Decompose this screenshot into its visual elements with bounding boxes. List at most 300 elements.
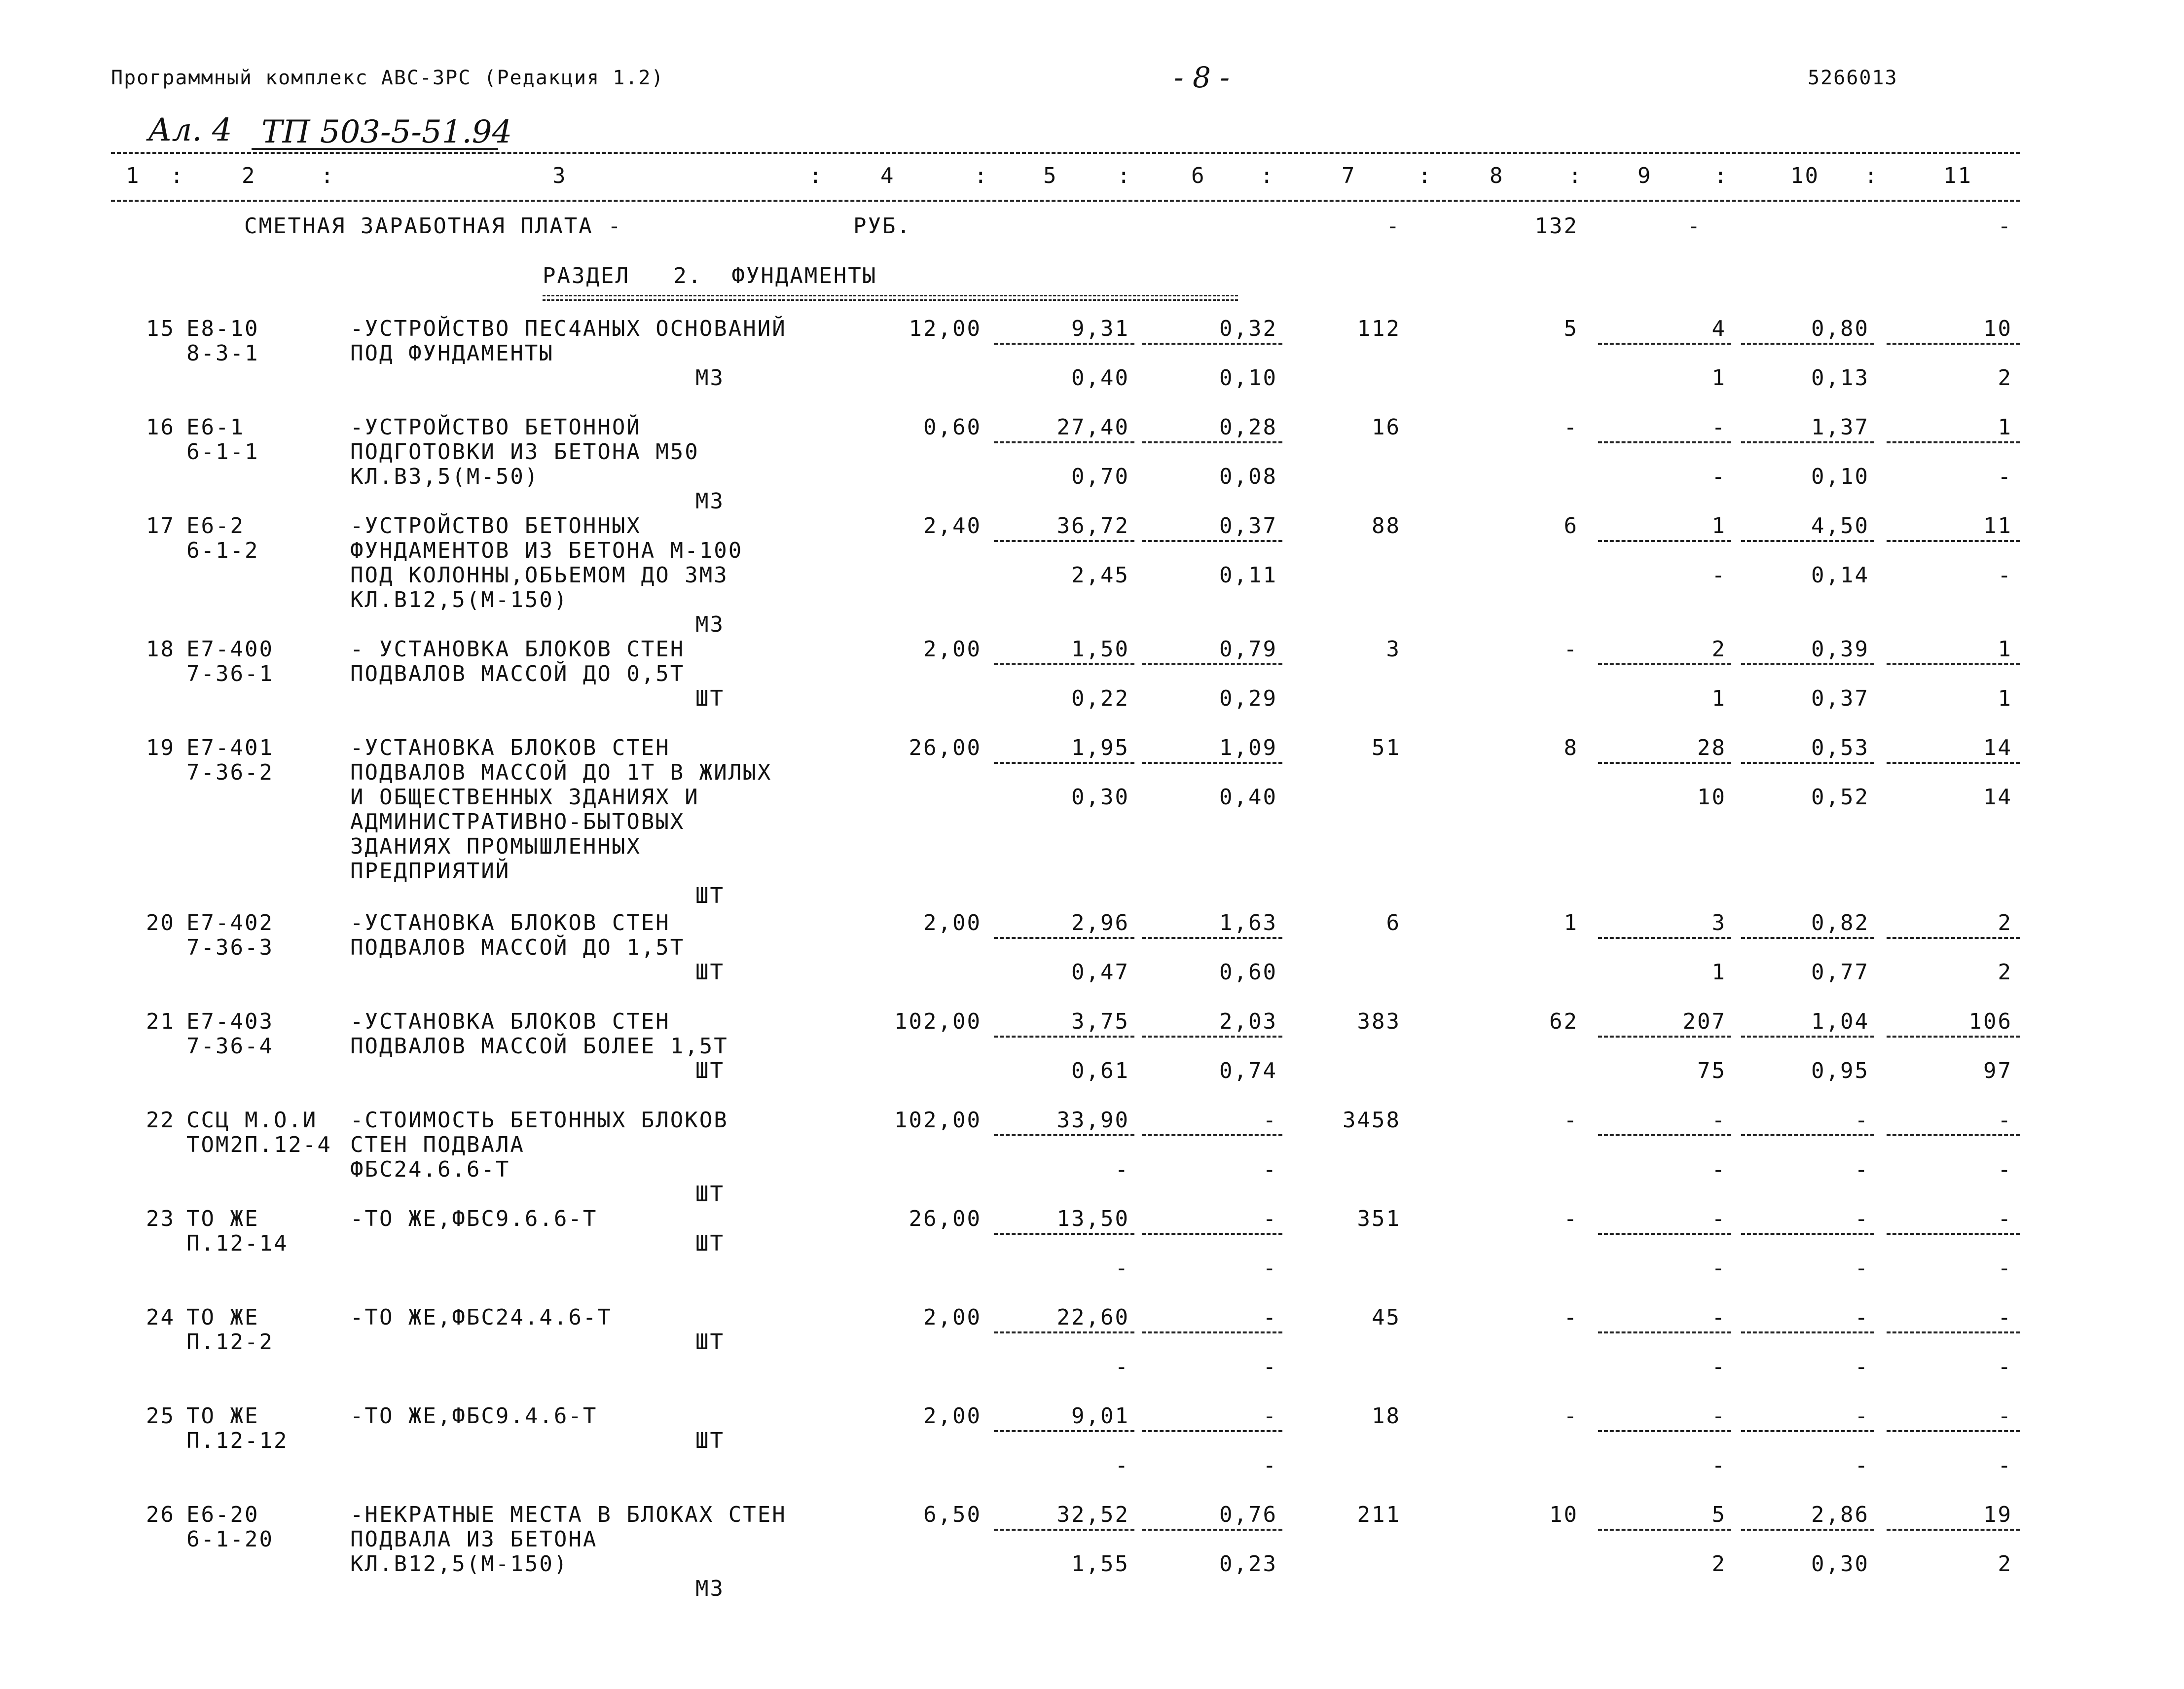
row-divider-dashes — [1598, 1036, 1731, 1038]
row-value-c10a: 0,39 — [1811, 637, 1869, 662]
row-unit: М3 — [695, 1576, 725, 1601]
row-divider-dashes — [994, 937, 1134, 939]
page-number: - 8 - — [1174, 61, 1230, 94]
row-divider-dashes — [1142, 1134, 1282, 1136]
row-value-c7: 16 — [1372, 415, 1401, 440]
row-divider-dashes — [1598, 540, 1731, 542]
row-divider-dashes — [1598, 937, 1731, 939]
row-value-c5b: 0,47 — [1071, 960, 1129, 985]
row-value-qty: 0,60 — [923, 415, 982, 440]
row-value-c6a: 1,63 — [1219, 910, 1277, 935]
column-header-9: 9 — [1638, 163, 1652, 188]
column-separator: : — [1260, 163, 1275, 188]
row-value-c11b: 14 — [1983, 785, 2012, 810]
row-value-c11b: - — [1998, 1354, 2012, 1379]
row-divider-dashes — [1741, 663, 1874, 665]
row-code: ССЦ М.О.И — [186, 1108, 318, 1133]
row-value-c7: 383 — [1357, 1009, 1401, 1034]
row-divider-dashes — [1887, 663, 2020, 665]
row-value-c6b: 0,11 — [1219, 563, 1277, 588]
row-value-c11b: - — [1998, 1256, 2012, 1281]
row-description-line: -УСТАНОВКА БЛОКОВ СТЕН — [350, 910, 670, 935]
row-divider-dashes — [1741, 540, 1874, 542]
column-header-5: 5 — [1043, 163, 1058, 188]
row-value-c11a: - — [1998, 1206, 2012, 1231]
row-value-c9b: 2 — [1711, 1551, 1726, 1577]
row-value-c6a: 0,28 — [1219, 415, 1277, 440]
document-number: 5266013 — [1808, 67, 1898, 89]
row-number: 19 — [146, 735, 175, 760]
row-value-c11a: - — [1998, 1108, 2012, 1133]
row-value-c9a: - — [1711, 1403, 1726, 1429]
row-divider-dashes — [1741, 1233, 1874, 1235]
row-value-c11b: - — [1998, 1157, 2012, 1182]
column-separator: : — [170, 163, 185, 188]
row-value-c9a: - — [1711, 1305, 1726, 1330]
column-separator: : — [321, 163, 335, 188]
row-value-c6b: 0,40 — [1219, 785, 1277, 810]
row-divider-dashes — [1887, 1036, 2020, 1038]
row-value-c10b: 0,77 — [1811, 960, 1869, 985]
row-value-c8: - — [1564, 1108, 1578, 1133]
row-value-c9b: 75 — [1697, 1058, 1726, 1083]
row-value-c11b: 2 — [1998, 1551, 2012, 1577]
row-subcode: 6-1-20 — [186, 1527, 274, 1552]
row-divider-dashes — [1741, 1430, 1874, 1432]
row-divider-dashes — [1598, 663, 1731, 665]
row-value-c5a: 1,95 — [1071, 735, 1129, 760]
row-value-c10b: 0,13 — [1811, 365, 1869, 391]
row-subcode: П.12-2 — [186, 1330, 274, 1355]
row-value-c5a: 3,75 — [1071, 1009, 1129, 1034]
row-value-c7: 3 — [1386, 637, 1401, 662]
row-divider-dashes — [1887, 1134, 2020, 1136]
row-divider-dashes — [1142, 937, 1282, 939]
row-value-c5a: 13,50 — [1056, 1206, 1129, 1231]
row-value-c9b: - — [1711, 1354, 1726, 1379]
row-divider-dashes — [1887, 441, 2020, 443]
row-subcode: П.12-12 — [186, 1428, 289, 1453]
row-code: Е7-401 — [186, 735, 274, 760]
column-header-1: 1 — [126, 163, 141, 188]
row-value-qty: 12,00 — [909, 316, 982, 341]
row-value-c7: 18 — [1372, 1403, 1401, 1429]
row-value-c6a: - — [1263, 1305, 1277, 1330]
row-value-c10b: 0,95 — [1811, 1058, 1869, 1083]
row-divider-dashes — [1142, 663, 1282, 665]
row-value-c9a: 5 — [1711, 1502, 1726, 1527]
row-divider-dashes — [1741, 937, 1874, 939]
column-header-3: 3 — [552, 163, 567, 188]
row-divider-dashes — [1142, 343, 1282, 345]
row-value-qty: 2,00 — [923, 1305, 982, 1330]
row-value-c10b: 0,10 — [1811, 464, 1869, 489]
column-separator: : — [1117, 163, 1132, 188]
row-divider-dashes — [1741, 1529, 1874, 1531]
row-value-c8: 10 — [1549, 1502, 1578, 1527]
row-description-line: ПРЕДПРИЯТИЙ — [350, 859, 510, 884]
row-value-c5a: 27,40 — [1056, 415, 1129, 440]
row-description-line: -НЕКРАТНЫЕ МЕСТА В БЛОКАХ СТЕН — [350, 1502, 787, 1527]
column-separator: : — [1864, 163, 1879, 188]
row-value-c9b: 1 — [1711, 365, 1726, 391]
row-divider-dashes — [1598, 1233, 1731, 1235]
row-number: 21 — [146, 1009, 175, 1034]
row-unit: М3 — [695, 612, 725, 637]
row-unit: М3 — [695, 365, 725, 391]
row-value-c8: - — [1564, 637, 1578, 662]
row-unit: ШТ — [695, 1330, 725, 1355]
row-divider-dashes — [1741, 441, 1874, 443]
row-value-c7: 211 — [1357, 1502, 1401, 1527]
column-header-11: 11 — [1943, 163, 1972, 188]
row-value-c10b: - — [1855, 1453, 1869, 1478]
row-code: Е6-2 — [186, 513, 245, 539]
row-divider-dashes — [1598, 343, 1731, 345]
row-value-qty: 26,00 — [909, 735, 982, 760]
row-value-c6a: 2,03 — [1219, 1009, 1277, 1034]
row-value-c11a: - — [1998, 1305, 2012, 1330]
row-value-c9a: - — [1711, 415, 1726, 440]
row-description-line: ПОДВАЛОВ МАССОЙ ДО 1Т В ЖИЛЫХ — [350, 760, 772, 785]
row-code: Е6-20 — [186, 1502, 259, 1527]
row-value-c10b: 0,52 — [1811, 785, 1869, 810]
row-value-c6b: 0,74 — [1219, 1058, 1277, 1083]
row-value-c9b: 1 — [1711, 686, 1726, 711]
row-description-line: -ТО ЖЕ,ФБС9.4.6-Т — [350, 1403, 598, 1429]
row-unit: М3 — [695, 489, 725, 514]
row-value-c7: 351 — [1357, 1206, 1401, 1231]
row-divider-dashes — [1887, 540, 2020, 542]
row-value-c10b: - — [1855, 1157, 1869, 1182]
row-value-c6b: - — [1263, 1354, 1277, 1379]
row-value-c10b: - — [1855, 1354, 1869, 1379]
row-divider-dashes — [1142, 1331, 1282, 1333]
row-description-line: КЛ.В12,5(М-150) — [350, 1551, 569, 1577]
row-value-c7: 51 — [1372, 735, 1401, 760]
row-value-c9b: - — [1711, 1256, 1726, 1281]
row-subcode: 7-36-2 — [186, 760, 274, 785]
row-description-line: АДМИНИСТРАТИВНО-БЫТОВЫХ — [350, 809, 685, 834]
row-unit: ШТ — [695, 883, 725, 908]
program-title: Программный комплекс АВС-3РС (Редакция 1.2) — [111, 67, 664, 89]
row-divider-dashes — [994, 441, 1134, 443]
row-value-c6a: - — [1263, 1403, 1277, 1429]
row-value-c9a: 207 — [1682, 1009, 1726, 1034]
row-divider-dashes — [1598, 1430, 1731, 1432]
row-number: 16 — [146, 415, 175, 440]
row-description-line: -СТОИМОСТЬ БЕТОННЫХ БЛОКОВ — [350, 1108, 728, 1133]
header-bottom-rule — [111, 200, 2020, 202]
row-subcode: 7-36-3 — [186, 935, 274, 960]
row-value-c8: 6 — [1564, 513, 1578, 539]
row-value-c6b: 0,10 — [1219, 365, 1277, 391]
row-subcode: ТОМ2П.12-4 — [186, 1132, 332, 1157]
row-value-qty: 6,50 — [923, 1502, 982, 1527]
row-description-line: ПОДВАЛА ИЗ БЕТОНА — [350, 1527, 598, 1552]
row-value-c5b: 0,61 — [1071, 1058, 1129, 1083]
row-description-line: -ТО ЖЕ,ФБС24.4.6-Т — [350, 1305, 612, 1330]
row-divider-dashes — [1887, 1529, 2020, 1531]
column-separator: : — [1714, 163, 1729, 188]
row-value-c6b: - — [1263, 1453, 1277, 1478]
row-value-c7: 3458 — [1343, 1108, 1401, 1133]
row-divider-dashes — [1887, 1331, 2020, 1333]
row-number: 23 — [146, 1206, 175, 1231]
row-description-line: СТЕН ПОДВАЛА — [350, 1132, 525, 1157]
row-divider-dashes — [1741, 343, 1874, 345]
row-value-c9a: 28 — [1697, 735, 1726, 760]
row-divider-dashes — [1741, 1331, 1874, 1333]
row-value-c11a: 10 — [1983, 316, 2012, 341]
row-description-line: ЗДАНИЯХ ПРОМЫШЛЕННЫХ — [350, 834, 641, 859]
row-unit: ШТ — [695, 1428, 725, 1453]
row-value-qty: 102,00 — [894, 1009, 982, 1034]
project-underline — [252, 148, 498, 150]
row-divider-dashes — [1887, 1430, 2020, 1432]
row-divider-dashes — [1142, 762, 1282, 764]
row-divider-dashes — [1887, 1233, 2020, 1235]
row-value-c9b: 1 — [1711, 960, 1726, 985]
row-subcode: 7-36-4 — [186, 1034, 274, 1059]
row-value-c9a: 3 — [1711, 910, 1726, 935]
row-divider-dashes — [1887, 762, 2020, 764]
row-value-c6b: 0,60 — [1219, 960, 1277, 985]
row-description-line: КЛ.В3,5(М-50) — [350, 464, 540, 489]
row-value-c10a: 1,04 — [1811, 1009, 1869, 1034]
row-divider-dashes — [1741, 1036, 1874, 1038]
wage-col9: - — [1687, 214, 1702, 239]
row-number: 24 — [146, 1305, 175, 1330]
row-value-c7: 6 — [1386, 910, 1401, 935]
column-separator: : — [1568, 163, 1583, 188]
row-value-c11a: 1 — [1998, 415, 2012, 440]
row-subcode: 6-1-2 — [186, 538, 259, 563]
column-header-7: 7 — [1342, 163, 1356, 188]
row-code: ТО ЖЕ — [186, 1305, 259, 1330]
row-value-qty: 26,00 — [909, 1206, 982, 1231]
row-unit: ШТ — [695, 1231, 725, 1256]
wage-label: СМЕТНАЯ ЗАРАБОТНАЯ ПЛАТА - — [244, 214, 622, 239]
row-value-c5b: - — [1115, 1256, 1129, 1281]
row-value-c9b: - — [1711, 464, 1726, 489]
row-value-c11a: 2 — [1998, 910, 2012, 935]
wage-col11: - — [1998, 214, 2012, 239]
row-value-c6b: 0,08 — [1219, 464, 1277, 489]
row-divider-dashes — [1142, 1233, 1282, 1235]
row-value-c6b: 0,29 — [1219, 686, 1277, 711]
row-divider-dashes — [1741, 1134, 1874, 1136]
row-value-c8: 5 — [1564, 316, 1578, 341]
section-title: РАЗДЕЛ 2. ФУНДАМЕНТЫ — [543, 263, 877, 288]
row-code: Е6-1 — [186, 415, 245, 440]
row-value-c9a: 2 — [1711, 637, 1726, 662]
row-unit: ШТ — [695, 960, 725, 985]
row-divider-dashes — [1887, 343, 2020, 345]
row-divider-dashes — [1142, 1529, 1282, 1531]
row-description-line: ПОД КОЛОННЫ,ОБЬЕМОМ ДО 3М3 — [350, 563, 728, 588]
row-value-c5b: 2,45 — [1071, 563, 1129, 588]
row-number: 20 — [146, 910, 175, 935]
row-value-c11b: 2 — [1998, 960, 2012, 985]
wage-unit: РУБ. — [853, 214, 911, 239]
row-value-c10a: 1,37 — [1811, 415, 1869, 440]
row-divider-dashes — [994, 762, 1134, 764]
row-divider-dashes — [994, 540, 1134, 542]
row-value-c10a: 4,50 — [1811, 513, 1869, 539]
row-value-c8: - — [1564, 1206, 1578, 1231]
row-value-c10a: - — [1855, 1108, 1869, 1133]
row-description-line: ПОДГОТОВКИ ИЗ БЕТОНА М50 — [350, 439, 699, 465]
row-description-line: КЛ.В12,5(М-150) — [350, 587, 569, 612]
row-unit: ШТ — [695, 1058, 725, 1083]
row-divider-dashes — [1598, 1134, 1731, 1136]
row-divider-dashes — [994, 1233, 1134, 1235]
row-value-c5b: 0,70 — [1071, 464, 1129, 489]
row-value-c9b: 10 — [1697, 785, 1726, 810]
row-code: Е7-402 — [186, 910, 274, 935]
row-code: ТО ЖЕ — [186, 1403, 259, 1429]
row-unit: ШТ — [695, 686, 725, 711]
row-value-c11b: 97 — [1983, 1058, 2012, 1083]
row-description-line: -УСТРОЙСТВО БЕТОННОЙ — [350, 415, 641, 440]
row-value-c8: 8 — [1564, 735, 1578, 760]
row-code: Е7-400 — [186, 637, 274, 662]
row-value-c5a: 22,60 — [1056, 1305, 1129, 1330]
row-value-c10a: 0,80 — [1811, 316, 1869, 341]
row-divider-dashes — [1142, 441, 1282, 443]
column-header-2: 2 — [242, 163, 256, 188]
row-value-c11a: 11 — [1983, 513, 2012, 539]
row-value-c5b: 0,22 — [1071, 686, 1129, 711]
column-header-8: 8 — [1490, 163, 1504, 188]
row-value-c8: - — [1564, 415, 1578, 440]
row-value-c5a: 2,96 — [1071, 910, 1129, 935]
row-value-c6b: 0,23 — [1219, 1551, 1277, 1577]
column-separator: : — [1418, 163, 1433, 188]
wage-col7: - — [1386, 214, 1401, 239]
row-divider-dashes — [994, 1331, 1134, 1333]
row-value-c10b: 0,37 — [1811, 686, 1869, 711]
row-description-line: -ТО ЖЕ,ФБС9.6.6-Т — [350, 1206, 598, 1231]
row-value-qty: 2,00 — [923, 910, 982, 935]
row-description-line: -УСТАНОВКА БЛОКОВ СТЕН — [350, 1009, 670, 1034]
row-description-line: ФУНДАМЕНТОВ ИЗ БЕТОНА М-100 — [350, 538, 743, 563]
row-value-c10a: 0,53 — [1811, 735, 1869, 760]
row-code: Е8-10 — [186, 316, 259, 341]
row-description-line: ФБС24.6.6-Т — [350, 1157, 510, 1182]
row-value-c9a: 4 — [1711, 316, 1726, 341]
row-divider-dashes — [994, 1430, 1134, 1432]
row-number: 25 — [146, 1403, 175, 1429]
row-value-c5a: 9,31 — [1071, 316, 1129, 341]
row-value-c6a: - — [1263, 1206, 1277, 1231]
row-divider-dashes — [1887, 937, 2020, 939]
row-value-c5a: 33,90 — [1056, 1108, 1129, 1133]
row-value-c11b: - — [1998, 1453, 2012, 1478]
row-value-c5b: - — [1115, 1453, 1129, 1478]
row-value-c10a: - — [1855, 1403, 1869, 1429]
row-value-c9a: 1 — [1711, 513, 1726, 539]
row-divider-dashes — [994, 343, 1134, 345]
row-value-c8: - — [1564, 1305, 1578, 1330]
row-description-line: - УСТАНОВКА БЛОКОВ СТЕН — [350, 637, 685, 662]
row-value-c6a: - — [1263, 1108, 1277, 1133]
row-value-c7: 112 — [1357, 316, 1401, 341]
row-value-qty: 2,00 — [923, 637, 982, 662]
row-value-c10a: 2,86 — [1811, 1502, 1869, 1527]
wage-col8: 132 — [1534, 214, 1578, 239]
row-divider-dashes — [1598, 762, 1731, 764]
row-value-c11a: - — [1998, 1403, 2012, 1429]
row-unit: ШТ — [695, 1182, 725, 1207]
row-value-c10a: - — [1855, 1206, 1869, 1231]
row-value-c7: 45 — [1372, 1305, 1401, 1330]
row-value-c11a: 1 — [1998, 637, 2012, 662]
row-description-line: ПОДВАЛОВ МАССОЙ ДО 1,5Т — [350, 935, 685, 960]
row-value-c6a: 0,79 — [1219, 637, 1277, 662]
row-value-c9b: - — [1711, 563, 1726, 588]
row-number: 26 — [146, 1502, 175, 1527]
row-divider-dashes — [994, 1529, 1134, 1531]
row-value-c6a: 0,32 — [1219, 316, 1277, 341]
row-value-c10b: - — [1855, 1256, 1869, 1281]
row-value-c5b: 1,55 — [1071, 1551, 1129, 1577]
row-value-c8: - — [1564, 1403, 1578, 1429]
row-value-c9b: - — [1711, 1453, 1726, 1478]
row-divider-dashes — [1142, 1430, 1282, 1432]
row-value-c10b: 0,14 — [1811, 563, 1869, 588]
row-number: 18 — [146, 637, 175, 662]
header-top-rule — [111, 152, 2020, 154]
section-underline — [543, 295, 1238, 301]
row-value-c5a: 32,52 — [1056, 1502, 1129, 1527]
column-separator: : — [974, 163, 989, 188]
row-description-line: -УСТРОЙСТВО БЕТОННЫХ — [350, 513, 641, 539]
column-header-6: 6 — [1191, 163, 1206, 188]
row-value-c5b: 0,40 — [1071, 365, 1129, 391]
row-subcode: П.12-14 — [186, 1231, 289, 1256]
row-description-line: ПОД ФУНДАМЕНТЫ — [350, 341, 554, 366]
row-value-c10a: 0,82 — [1811, 910, 1869, 935]
sheet-handwritten: Ал. 4 — [148, 112, 232, 148]
row-value-c9b: - — [1711, 1157, 1726, 1182]
row-value-qty: 2,00 — [923, 1403, 982, 1429]
row-subcode: 7-36-1 — [186, 661, 274, 686]
row-description-line: -УСТАНОВКА БЛОКОВ СТЕН — [350, 735, 670, 760]
row-value-c5a: 1,50 — [1071, 637, 1129, 662]
row-divider-dashes — [1142, 540, 1282, 542]
row-value-c5a: 9,01 — [1071, 1403, 1129, 1429]
row-value-c11b: - — [1998, 563, 2012, 588]
project-handwritten: ТП 503-5-51.94 — [261, 114, 512, 150]
row-value-c5b: - — [1115, 1354, 1129, 1379]
row-value-c9a: - — [1711, 1108, 1726, 1133]
row-value-c5b: 0,30 — [1071, 785, 1129, 810]
row-value-c6b: - — [1263, 1157, 1277, 1182]
row-divider-dashes — [1741, 762, 1874, 764]
row-divider-dashes — [1598, 441, 1731, 443]
row-value-c5b: - — [1115, 1157, 1129, 1182]
row-value-c8: 62 — [1549, 1009, 1578, 1034]
row-description-line: И ОБЩЕСТВЕННЫХ ЗДАНИЯХ И — [350, 785, 699, 810]
row-value-c11a: 106 — [1968, 1009, 2012, 1034]
row-value-c11a: 14 — [1983, 735, 2012, 760]
row-number: 22 — [146, 1108, 175, 1133]
row-value-c11b: - — [1998, 464, 2012, 489]
column-header-10: 10 — [1790, 163, 1820, 188]
row-value-c5a: 36,72 — [1056, 513, 1129, 539]
